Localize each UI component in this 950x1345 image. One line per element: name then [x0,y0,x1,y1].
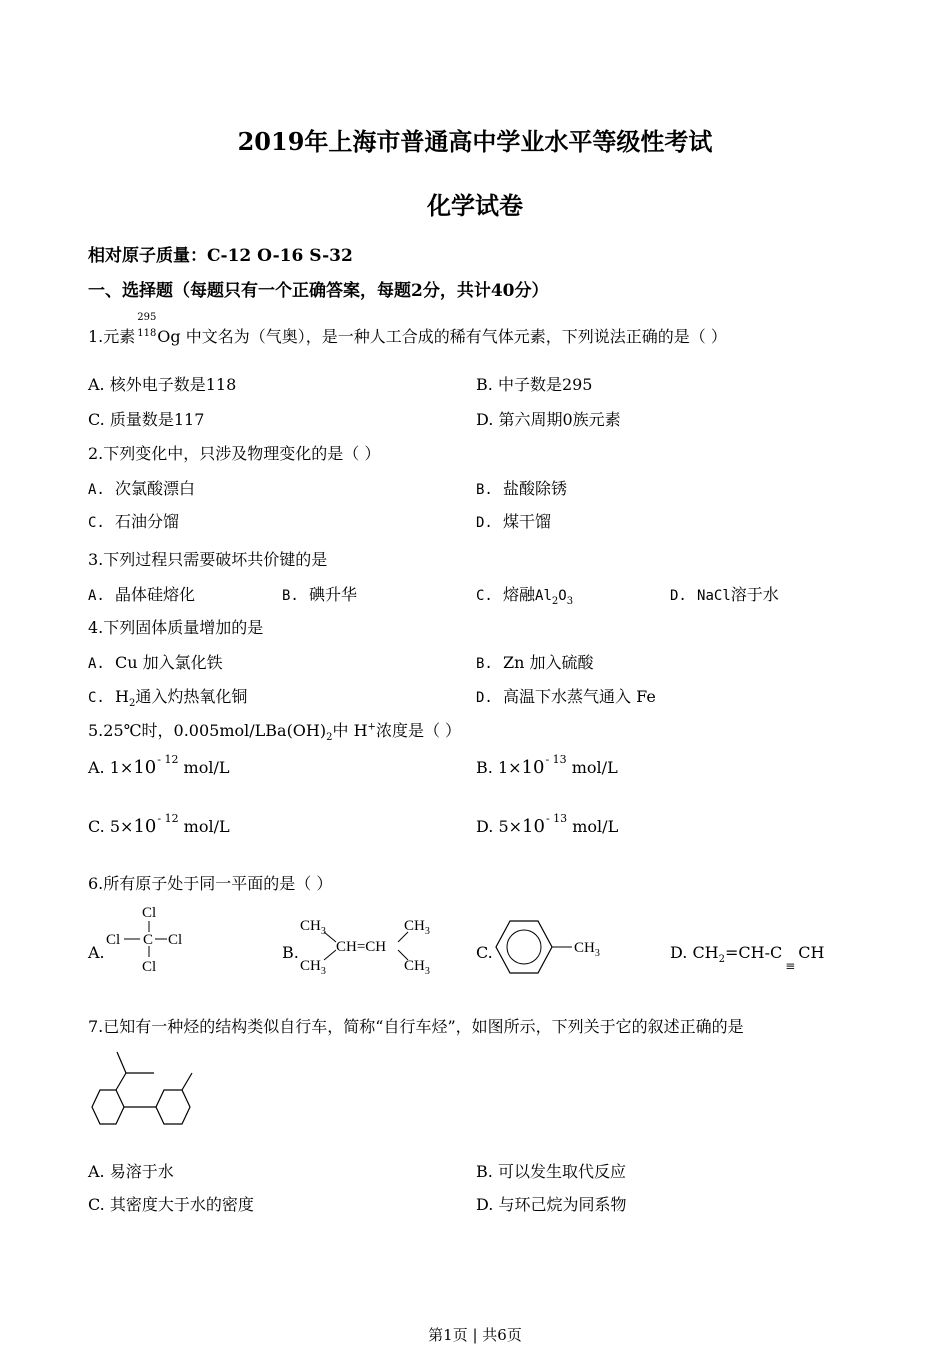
option-letter: C. [476,588,493,604]
coefficient: 5× [498,817,523,836]
option-a[interactable] [88,582,195,605]
option-letter: A. [88,375,105,394]
page-title: 2019年上海市普通高中学业水平等级性考试 [237,127,713,156]
option-a[interactable] [88,372,236,395]
option-letter: A. [88,1162,105,1181]
power-of-ten [133,812,179,837]
question-5-stem [88,718,461,743]
question-text: Og 中文名为（气奥），是一种人工合成的稀有气体元素，下列说法正确的是（ ） [157,327,727,346]
formula: CH [692,943,719,962]
option-letter: A. [88,588,105,604]
power-exponent: - 12 [157,753,179,766]
option-c[interactable] [88,407,204,430]
formula: NaCl [697,588,731,604]
subscript: 2 [718,954,726,966]
option-text: 碘升华 [309,585,358,604]
power-of-ten [133,753,179,778]
power-exponent: - 13 [545,753,567,766]
option-c[interactable] [476,582,573,607]
atomic-mass-note: 相对原子质量：C-12 O-16 S-32 [88,246,353,266]
option-a[interactable] [88,753,230,778]
option-d[interactable] [476,812,619,837]
option-letter: B. [476,1162,493,1181]
option-text: Zn 加入硫酸 [503,653,594,672]
bond-line [182,1073,192,1090]
option-text: 核外电子数是118 [109,375,237,394]
option-text: 可以发生取代反应 [497,1162,626,1181]
aromatic-circle [507,930,541,964]
option-text: 中子数是295 [497,375,593,394]
methyl-label: $CH_3$ [300,918,326,937]
option-d[interactable] [476,1192,626,1215]
option-letter: B. [476,656,493,672]
unit: mol/L [572,817,619,836]
option-text: 高温下水蒸气通入 Fe [503,687,656,706]
option-a-letter[interactable]: A. [88,943,105,962]
option-d[interactable] [670,943,825,973]
coefficient: 1× [497,758,522,777]
option-text: 熔融 [503,585,536,604]
mass-number: 295 [137,312,157,323]
power-exponent: - 13 [545,812,568,825]
option-text: 次氯酸漂白 [115,479,196,498]
methyl-label: $CH_3$ [404,958,430,977]
option-b[interactable] [476,372,592,395]
methyl-label: $CH_3$ [404,918,430,937]
option-letter: D. [476,817,494,836]
question-text: 浓度是（ ） [375,721,462,740]
question-text: 元素 [103,327,136,346]
question-3-stem: 3.下列过程只需要破坏共价键的是 [88,550,328,569]
option-text: 其密度大于水的密度 [109,1195,254,1214]
option-text: 通入灼热氧化铜 [135,687,248,706]
chlorine-label: Cl [142,905,157,921]
left-cyclohexane-ring [92,1090,124,1124]
question-number: 1. [88,327,104,346]
benzene-ring [496,921,552,973]
option-letter: A. [88,758,105,777]
subscript: 2 [551,596,559,608]
page-number: 1 [443,1326,453,1344]
footer-text: 页 [506,1326,522,1344]
option-c-letter[interactable]: C. [476,943,493,962]
methyl-label: $CH_3$ [300,958,326,977]
option-letter: D. [670,588,687,604]
subscript: 2 [326,732,333,744]
question-2-stem: 2.下列变化中，只涉及物理变化的是（ ） [88,444,381,463]
question-text: 中 H [332,721,368,740]
option-d[interactable] [670,582,779,605]
option-b[interactable] [476,476,567,499]
bicycle-hydrocarbon-structure [88,1048,208,1132]
option-text: 晶体硅熔化 [115,585,196,604]
option-text: 第六周期0族元素 [498,410,621,429]
option-b[interactable] [476,1159,626,1182]
option-letter: B. [476,758,493,777]
option-d[interactable] [476,684,656,707]
option-text: Cu 加入氯化铁 [115,653,223,672]
power-of-ten [522,812,568,837]
question-4-stem: 4.下列固体质量增加的是 [88,618,264,637]
bond-line [116,1073,126,1090]
option-b[interactable] [476,650,594,673]
toluene-structure [494,915,614,979]
question-1-stem [88,312,727,347]
bond-line [117,1052,126,1073]
question-text: 5.25℃时，0.005mol/LBa(OH) [88,721,327,740]
option-letter: D. [670,943,688,962]
section-heading: 一、选择题（每题只有一个正确答案，每题2分，共计40分） [88,281,549,301]
total-pages: 6 [497,1326,507,1344]
subscript: 2 [128,698,136,710]
option-letter: A. [88,482,105,498]
option-letter: B. [476,482,493,498]
carbon-label: C [143,932,154,948]
right-cyclohexane-ring [156,1090,190,1124]
formula: CH [798,943,825,962]
bond-line [324,950,336,960]
option-b-letter[interactable]: B. [282,943,299,962]
option-c[interactable] [88,812,230,837]
option-letter: C. [88,515,105,531]
power-of-ten [521,753,567,778]
option-b[interactable] [282,582,357,605]
option-text: 煤干馏 [503,512,552,531]
power-base: 10 [521,757,545,778]
power-exponent: - 12 [157,812,179,825]
option-letter: D. [476,1195,494,1214]
option-text: 盐酸除锈 [503,479,568,498]
unit: mol/L [183,817,230,836]
option-letter: D. [476,515,493,531]
option-d[interactable] [476,509,551,532]
unit: mol/L [571,758,618,777]
option-letter: C. [88,817,105,836]
option-letter: B. [282,588,299,604]
atomic-number: 118 [137,328,157,339]
option-a[interactable] [88,650,223,673]
triple-bond: ≡ [785,959,796,973]
power-base: 10 [133,816,157,837]
option-c[interactable] [88,509,179,532]
bond-line [324,932,336,942]
unit: mol/L [183,758,230,777]
option-letter: D. [476,690,493,706]
superscript: + [367,721,376,733]
question-7-stem: 7.已知有一种烃的结构类似自行车，简称“自行车烃”，如图所示，下列关于它的叙述正确的是 [88,1017,744,1036]
subscript: 3 [566,596,574,608]
question-6-stem: 6.所有原子处于同一平面的是（ ） [88,874,333,893]
option-c[interactable] [88,684,247,709]
footer-text: 页 | 共 [452,1326,498,1344]
coefficient: 1× [109,758,134,777]
chlorine-label: Cl [106,932,121,948]
formula: Al [535,588,552,604]
option-letter: C. [88,1195,105,1214]
formula: =CH-C [725,943,783,962]
power-base: 10 [522,816,545,837]
page-subtitle: 化学试卷 [427,191,523,220]
option-letter: A. [88,656,105,672]
methyl-label: $CH_3$ [574,940,600,959]
power-base: 10 [133,757,157,778]
option-letter: B. [476,375,493,394]
option-letter: C. [88,690,105,706]
option-text: 质量数是117 [109,410,205,429]
ccl4-structure [100,900,200,980]
option-d[interactable] [476,407,621,430]
formula: O [558,588,567,604]
option-a[interactable] [88,1159,174,1182]
option-b[interactable] [476,753,618,778]
tetramethylethylene-structure [298,912,438,977]
chlorine-label: Cl [168,932,183,948]
option-text: 石油分馏 [115,512,180,531]
option-text: 易溶于水 [109,1162,174,1181]
footer-text: 第 [428,1326,444,1344]
option-c[interactable] [88,1192,254,1215]
option-a[interactable] [88,476,195,499]
alkene-label: CH=CH [336,939,387,955]
nuclide-notation [135,312,157,342]
option-text: 与环己烷为同系物 [498,1195,627,1214]
option-letter: D. [476,410,494,429]
option-letter: C. [88,410,105,429]
option-text: 溶于水 [730,585,779,604]
chlorine-label: Cl [142,959,157,975]
page-footer [0,1324,950,1345]
coefficient: 5× [109,817,134,836]
formula: H [115,687,129,706]
